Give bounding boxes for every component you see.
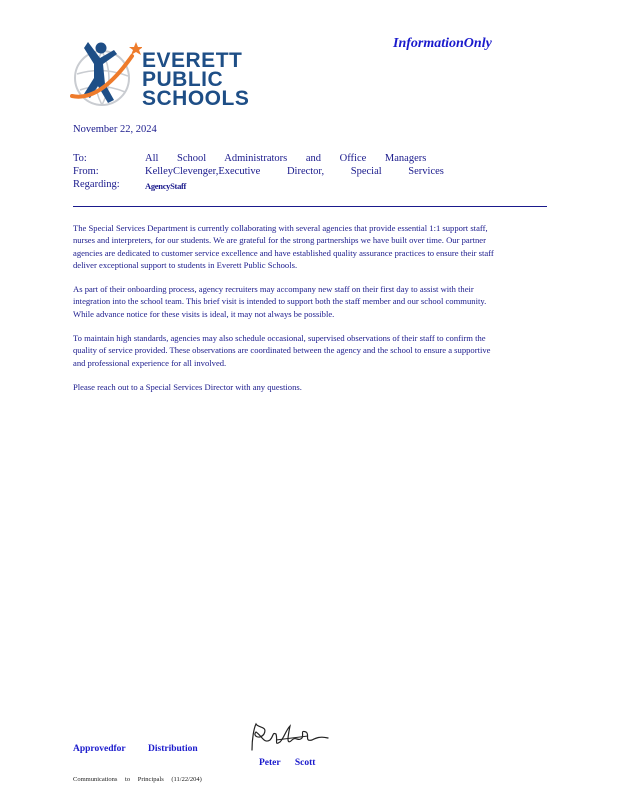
logo-line-2: PUBLIC [142, 68, 224, 91]
regarding-label: Regarding: [73, 179, 120, 190]
header-divider [73, 206, 547, 207]
regarding-value: AgencyStaff [145, 181, 187, 191]
footer-note: Communications to Principals (11/22/204) [73, 776, 202, 783]
district-logo [70, 36, 255, 112]
body-paragraph-1: The Special Services Department is currently collaborating with several agencies that provide essential 1:1 support staff, nurses and interpreters, for our students. We are grateful for the strong partnerships we have built over time. Our partner agencies are dedicated to customer service excellence and have established quality assurance practices to ensure their staff deliver exceptional support to students in Everett Public Schools. [73, 223, 494, 270]
information-only-stamp: InformationOnly [393, 36, 492, 51]
body-paragraph-2: As part of their onboarding process, agency recruiters may accompany new staff on their first day to assist with their integration into the school team. This brief visit is intended to support both the staff member and our school community. While advance notice for these visits is ideal, it may not always be possible. [73, 284, 487, 319]
approved-for-label: Approvedfor [73, 744, 126, 754]
from-value: KelleyClevenger,Executive Director, Special Services [145, 166, 444, 177]
logo-line-3: SCHOOLS [142, 87, 250, 110]
body-paragraph-3: To maintain high standards, agencies may also schedule occasional, supervised observations of their staff to confirm the quality of service provided. These observations are coordinated between the agency and the school to ensure a supportive and professional experience for all involved. [73, 333, 491, 368]
to-label: To: [73, 153, 87, 164]
logo-emblem-icon [70, 36, 142, 112]
distribution-label: Distribution [148, 744, 198, 754]
to-value: All School Administrators and Office Managers [145, 153, 427, 164]
memo-body [73, 222, 503, 405]
signer-name: Peter Scott [259, 758, 316, 768]
memo-date: November 22, 2024 [73, 124, 157, 135]
body-paragraph-4: Please reach out to a Special Services Director with any questions. [73, 381, 302, 392]
logo-line-1: EVERETT [142, 49, 243, 72]
from-label: From: [73, 166, 99, 177]
handwritten-signature [246, 720, 330, 756]
